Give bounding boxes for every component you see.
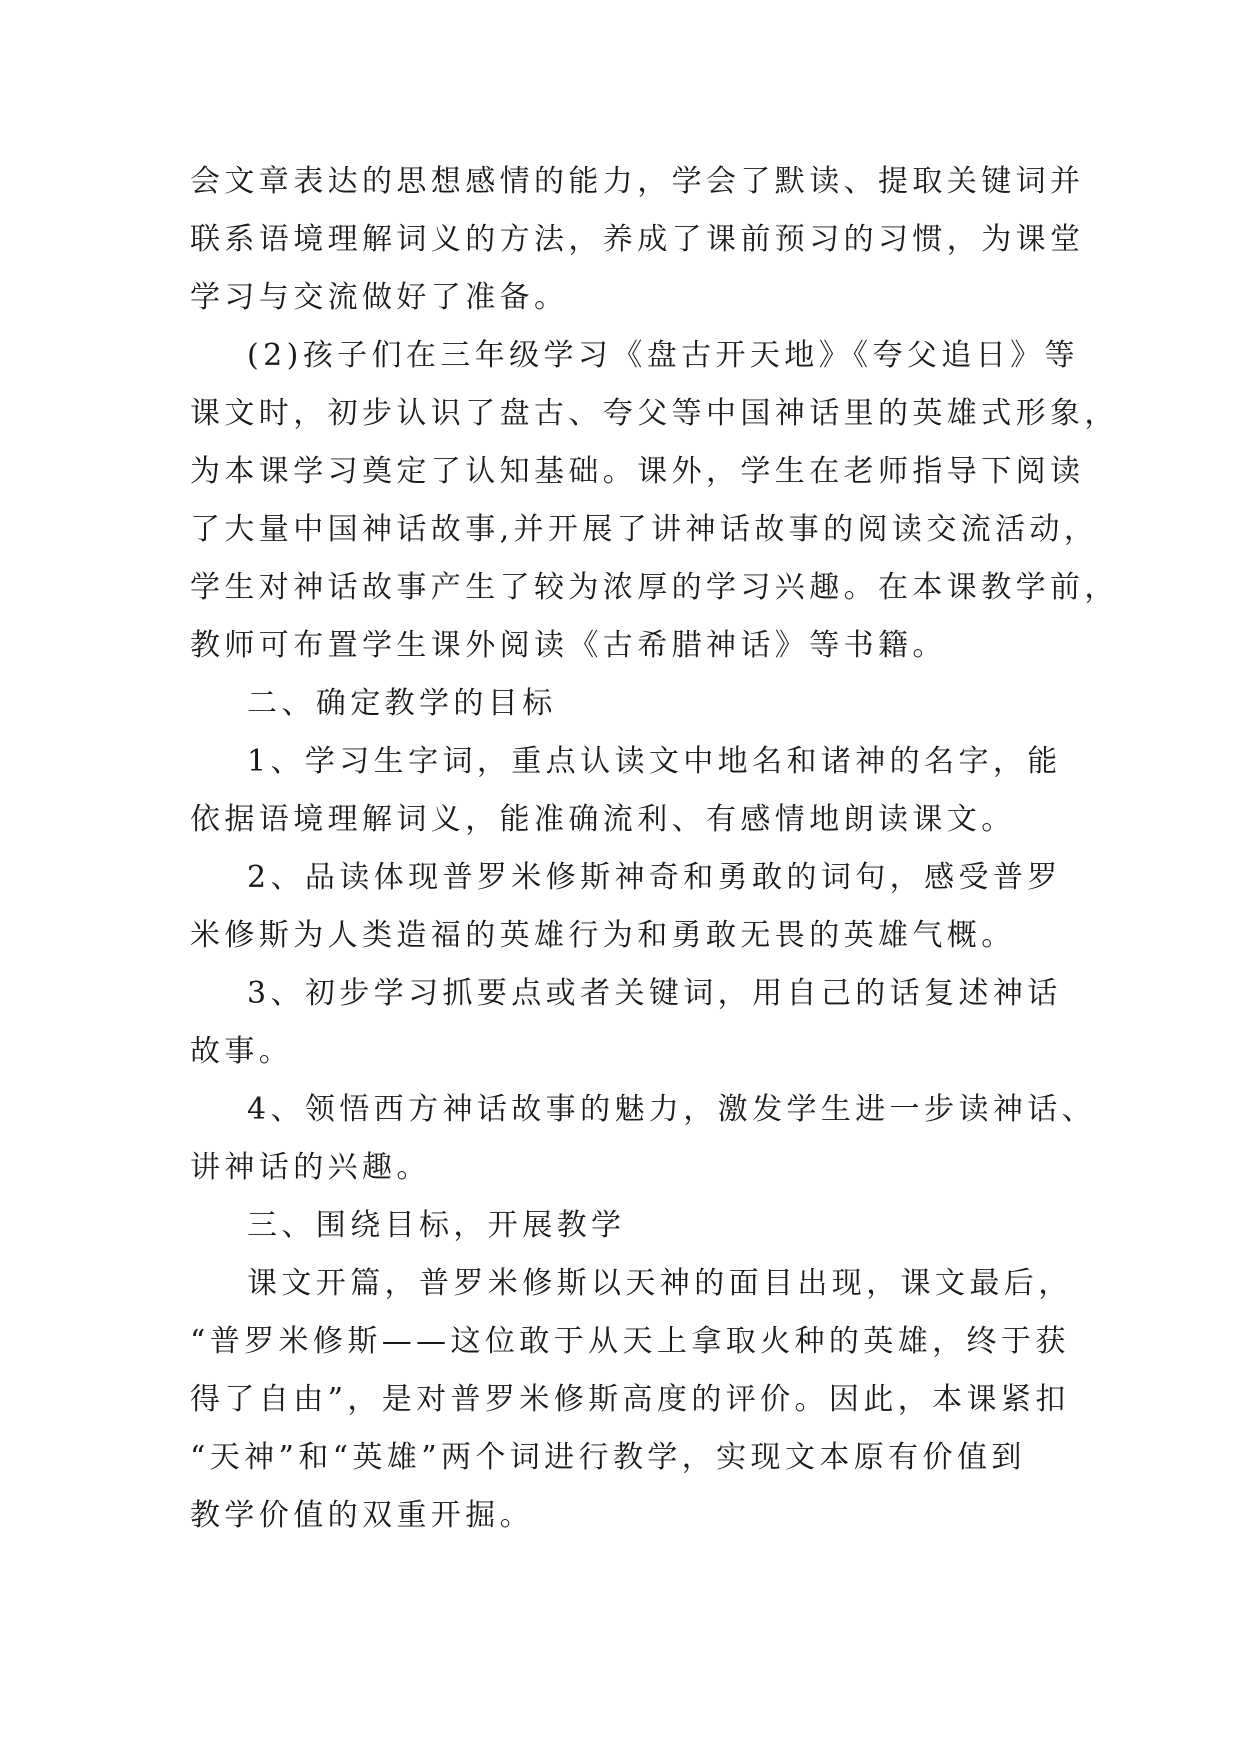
text-line: “天神”和“英雄”两个词进行教学，实现文本原有价值到 — [190, 1440, 1026, 1475]
text-line: 依据语境理解词义，能准确流利、有感情地朗读课文。 — [190, 802, 1016, 837]
goal-item-1 — [190, 733, 1070, 849]
goal-item-2 — [190, 849, 1070, 965]
paragraph-item-2 — [190, 327, 1119, 675]
section-heading-3 — [190, 1197, 1070, 1255]
text-line: 了大量中国神话故事,并开展了讲神话故事的阅读交流活动， — [190, 512, 1099, 547]
text-line: 学习与交流做好了准备。 — [190, 280, 569, 315]
text-line: 课文时，初步认识了盘古、夸父等中国神话里的英雄式形象， — [190, 396, 1119, 431]
paragraph-closing — [190, 1255, 1073, 1545]
text-line: 为本课学习奠定了认知基础。课外，学生在老师指导下阅读 — [190, 454, 1085, 489]
text-line: 课文开篇，普罗米修斯以天神的面目出现，课文最后， — [247, 1266, 1073, 1301]
text-line: 学生对神话故事产生了较为浓厚的学习兴趣。在本课教学前， — [190, 570, 1119, 605]
text-line: 教师可布置学生课外阅读《古希腊神话》等书籍。 — [190, 628, 947, 663]
text-line: (2)孩子们在三年级学习《盘古开天地》《夸父追日》等 — [247, 338, 1079, 373]
text-line: 1、学习生字词，重点认读文中地名和诸神的名字，能 — [247, 744, 1062, 779]
text-line: 故事。 — [190, 1034, 294, 1069]
text-line: 讲神话的兴趣。 — [190, 1150, 431, 1185]
heading-text: 二、确定教学的目标 — [247, 686, 557, 721]
goal-item-3 — [190, 965, 1070, 1081]
text-column — [190, 153, 1119, 1545]
text-line: 教学价值的双重开掘。 — [190, 1498, 534, 1533]
text-line: 会文章表达的思想感情的能力，学会了默读、提取关键词并 — [190, 164, 1085, 199]
text-line: 得了自由”，是对普罗米修斯高度的评价。因此，本课紧扣 — [190, 1382, 1070, 1417]
text-line: 4、领悟西方神话故事的魅力，激发学生进一步读神话、 — [247, 1092, 1097, 1127]
paragraph-continuation — [190, 153, 1085, 327]
heading-text: 三、围绕目标，开展教学 — [247, 1208, 626, 1243]
goal-item-4 — [190, 1081, 1097, 1197]
text-line: 3、初步学习抓要点或者关键词，用自己的话复述神话 — [247, 976, 1062, 1011]
text-line: 米修斯为人类造福的英雄行为和勇敢无畏的英雄气概。 — [190, 918, 1016, 953]
text-line: “普罗米修斯——这位敢于从天上拿取火种的英雄，终于获 — [190, 1324, 1070, 1359]
text-line: 联系语境理解词义的方法，养成了课前预习的习惯，为课堂 — [190, 222, 1085, 257]
section-heading-2 — [190, 675, 1070, 733]
text-line: 2、品读体现普罗米修斯神奇和勇敢的词句，感受普罗 — [247, 860, 1062, 895]
